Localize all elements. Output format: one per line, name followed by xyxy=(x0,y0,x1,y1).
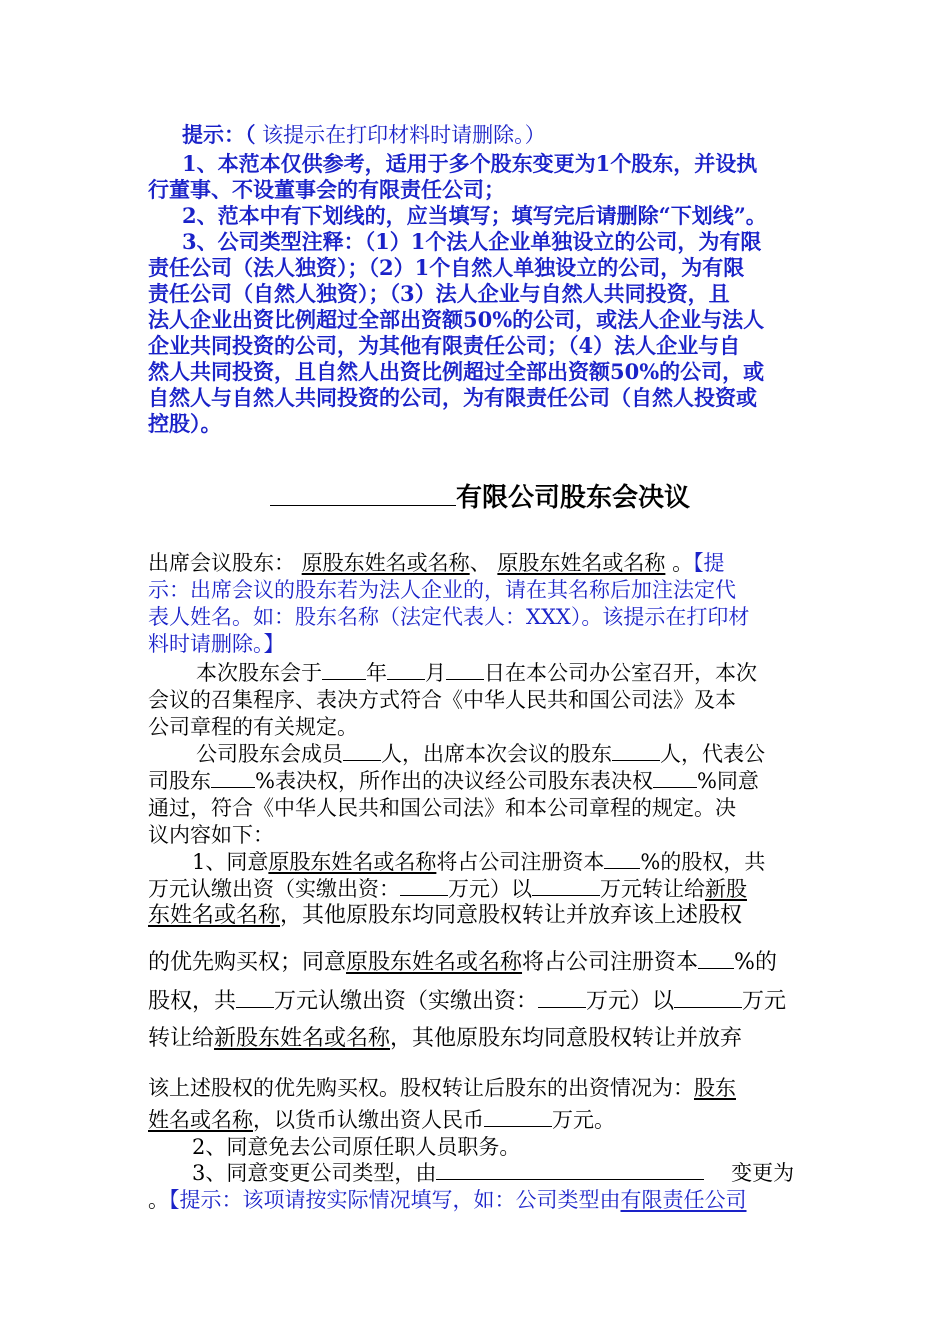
paid-amount-blank[interactable] xyxy=(538,989,586,1008)
shareholder-field[interactable]: 股东 xyxy=(694,1076,736,1100)
company-type-from-blank[interactable] xyxy=(436,1161,704,1180)
item3-tip: 【提示：该项请按实际情况填写，如：公司类型由 xyxy=(169,1188,621,1212)
text: 司股东 xyxy=(148,769,211,793)
old-shareholder-field[interactable]: 原股东姓名或名称 xyxy=(346,950,523,975)
text: 人，代表公 xyxy=(660,742,765,766)
body-line: 公司章程的有关规定。 xyxy=(148,715,358,739)
new-shareholder-field[interactable]: 东姓名或名称 xyxy=(148,903,281,928)
text: 转让给 xyxy=(148,1026,215,1051)
text: ，其他原股东均同意股权转让并放弃 xyxy=(390,1026,743,1051)
hint-label: 提示：（ xyxy=(182,122,256,147)
members-line xyxy=(196,741,765,767)
text: 将占公司注册资本 xyxy=(522,950,699,975)
hint-note: 该提示在打印材料时请删除。） xyxy=(255,123,546,147)
new-shareholder-field[interactable]: 新股东姓名或名称 xyxy=(214,1026,391,1051)
text: 万元认缴出资（实缴出资： xyxy=(148,877,400,901)
text: 变更为 xyxy=(731,1161,795,1185)
new-shareholder-field[interactable]: 新股 xyxy=(705,877,747,901)
text: 万元 xyxy=(742,989,787,1014)
item1-line xyxy=(192,849,765,875)
hint-line: 然人共同投资，且自然人出资比例超过全部出资额50%的公司，或 xyxy=(148,359,765,384)
percent-blank[interactable] xyxy=(604,850,640,869)
hint-line: 责任公司（自然人独资）；（3）法人企业与自然人共同投资，且 xyxy=(148,281,730,306)
paid-amount-blank[interactable] xyxy=(400,877,448,896)
transfer-amount-blank[interactable] xyxy=(674,989,742,1008)
shareholder-field[interactable]: 姓名或名称 xyxy=(148,1108,253,1132)
attendance-label: 出席会议股东： xyxy=(148,551,295,575)
text: 月 xyxy=(425,661,446,685)
body-line: 议内容如下： xyxy=(148,823,274,847)
body-line: 会议的召集程序、表决方式符合《中华人民共和国公司法》及本 xyxy=(148,688,736,712)
text: 万元转让给 xyxy=(600,877,705,901)
text: ，其他原股东均同意股权转让并放弃该上述股权 xyxy=(280,903,743,928)
item2-line: 2、同意免去公司原任职人员职务。 xyxy=(192,1135,521,1159)
text: 万元）以 xyxy=(586,989,675,1014)
year-blank[interactable] xyxy=(322,661,366,680)
meeting-date-line xyxy=(196,660,757,686)
attendance-tip-line: 表人姓名。如：股东名称（法定代表人：XXX）。该提示在打印材 xyxy=(148,605,750,629)
text: 将占公司注册资本 xyxy=(436,850,605,874)
hint-line: 1、本范本仅供参考，适用于多个股东变更为1个股东，并设执 xyxy=(182,151,758,176)
text: %的 xyxy=(734,950,777,975)
vote-percent-blank[interactable] xyxy=(211,769,255,788)
subscribed-amount-blank[interactable] xyxy=(236,989,274,1008)
shareholder-name-field[interactable]: 原股东姓名或名称 xyxy=(301,551,470,575)
text: 年 xyxy=(366,661,387,685)
hint-line: 企业共同投资的公司，为其他有限责任公司；（4）法人企业与自 xyxy=(148,333,741,358)
item1-line xyxy=(148,876,747,902)
day-blank[interactable] xyxy=(446,661,484,680)
text: 。 xyxy=(148,1188,169,1212)
document-title-line xyxy=(270,481,690,515)
hint-line: 法人企业出资比例超过全部出资额50%的公司，或法人企业与法人 xyxy=(148,307,765,332)
members-count-blank[interactable] xyxy=(343,742,381,761)
attendance-tip-line: 料时请删除。】 xyxy=(148,632,285,656)
item3-line xyxy=(148,1187,747,1213)
document-title: 有限公司股东会决议 xyxy=(456,483,691,513)
item1-line xyxy=(148,950,777,976)
text: 股权，共 xyxy=(148,989,237,1014)
item1-line xyxy=(148,989,786,1015)
item3-tip-underlined: 有限责任公司 xyxy=(620,1188,747,1212)
old-shareholder-field[interactable]: 原股东姓名或名称 xyxy=(268,850,437,874)
period: 。 xyxy=(672,551,694,575)
item1-line xyxy=(148,1107,615,1133)
shareholder-name-field[interactable]: 原股东姓名或名称 xyxy=(497,551,666,575)
attendance-tip-line: 示：出席会议的股东若为法人企业的，请在其名称后加注法定代 xyxy=(148,578,736,602)
text: 的优先购买权；同意 xyxy=(148,950,347,975)
text: %表决权，所作出的决议经公司股东表决权 xyxy=(255,769,653,793)
text: ，以货币认缴出资人民币 xyxy=(253,1108,484,1132)
separator: 、 xyxy=(469,551,491,575)
text: %同意 xyxy=(696,769,759,793)
text: 日在本公司办公室召开，本次 xyxy=(484,661,757,685)
text: %的股权，共 xyxy=(640,850,766,874)
company-name-blank[interactable] xyxy=(270,481,456,506)
item3-line xyxy=(192,1160,794,1186)
text: 公司股东会成员 xyxy=(196,742,343,766)
hint-line: 行董事、不设董事会的有限责任公司； xyxy=(148,177,505,202)
text: 3、同意变更公司类型，由 xyxy=(192,1161,437,1185)
text: 1、同意 xyxy=(192,850,269,874)
attendees-count-blank[interactable] xyxy=(612,742,660,761)
hint-heading xyxy=(182,122,546,148)
voting-line xyxy=(148,768,759,794)
text: 万元）以 xyxy=(448,877,532,901)
percent-blank[interactable] xyxy=(698,950,734,969)
item1-line xyxy=(148,903,742,929)
hint-line: 3、公司类型注释：（1）1个法人企业单独设立的公司，为有限 xyxy=(182,229,762,254)
attendance-line xyxy=(148,550,725,576)
text: 人，出席本次会议的股东 xyxy=(381,742,612,766)
capital-amount-blank[interactable] xyxy=(484,1108,552,1127)
item1-line xyxy=(148,1075,736,1101)
text: 该上述股权的优先购买权。股权转让后股东的出资情况为： xyxy=(148,1076,694,1100)
approval-percent-blank[interactable] xyxy=(653,769,697,788)
attendance-tip: 【提 xyxy=(693,551,725,575)
item1-line xyxy=(148,1026,742,1052)
text: 本次股东会于 xyxy=(196,661,322,685)
hint-line: 自然人与自然人共同投资的公司，为有限责任公司（自然人投资或 xyxy=(148,385,757,410)
body-line: 通过，符合《中华人民共和国公司法》和本公司章程的规定。决 xyxy=(148,796,736,820)
hint-line: 2、范本中有下划线的，应当填写；填写完后请删除“下划线”。 xyxy=(182,203,767,228)
text: 万元认缴出资（实缴出资： xyxy=(274,989,539,1014)
month-blank[interactable] xyxy=(387,661,425,680)
hint-line: 控股）。 xyxy=(148,411,222,436)
transfer-amount-blank[interactable] xyxy=(532,877,600,896)
hint-line: 责任公司（法人独资）；（2）1个自然人单独设立的公司，为有限 xyxy=(148,255,745,280)
text: 万元。 xyxy=(552,1108,615,1132)
